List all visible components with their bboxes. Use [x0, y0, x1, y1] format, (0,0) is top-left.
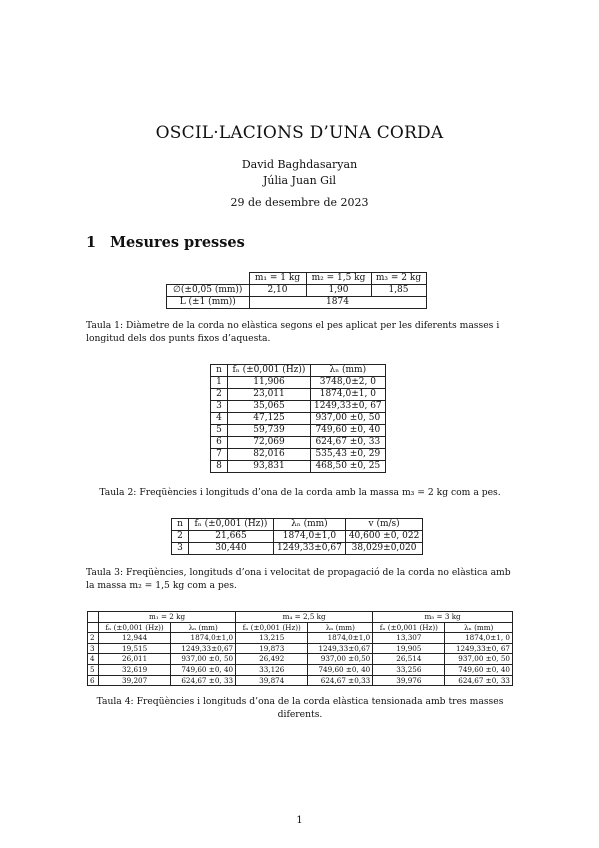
table-3-body	[172, 531, 423, 555]
table-header-row	[211, 365, 386, 377]
table-row	[88, 664, 513, 675]
table-cell: 1874,0±1,0	[308, 633, 373, 644]
table-header-cell: λₙ (mm)	[274, 519, 346, 531]
table-cell: 13,215	[236, 633, 308, 644]
table-cell: 93,831	[228, 461, 311, 473]
caption-table-2: Taula 2: Freqüències i longituds d’ona de la corda amb la massa m₃ = 2 kg com a pes.	[99, 487, 501, 498]
table-row	[211, 389, 386, 401]
table-cell: 624,67 ±0, 33	[311, 437, 386, 449]
table-cell: 13,307	[373, 633, 445, 644]
table-cell: 30,440	[189, 543, 274, 555]
section-number: 1	[86, 234, 97, 251]
table-4-body	[88, 633, 513, 686]
table-cell: 47,125	[228, 413, 311, 425]
table-cell: 3	[172, 543, 189, 555]
table-cell: 2,10	[249, 285, 306, 297]
table-cell: 23,011	[228, 389, 311, 401]
table-header-row	[167, 273, 427, 285]
table-cell: 535,43 ±0, 29	[311, 449, 386, 461]
table-cell: 40,600 ±0, 022	[345, 531, 423, 543]
table-header-cell: λₙ (mm)	[171, 622, 236, 633]
table-cell: 5	[88, 664, 99, 675]
table-cell: 82,016	[228, 449, 311, 461]
table-header-cell: fₙ (±0,001 (Hz))	[373, 622, 445, 633]
table-row	[172, 531, 423, 543]
table-group-cell: m₅ = 3 kg	[373, 612, 513, 623]
table-cell: 39,874	[236, 675, 308, 686]
table-header-cell: n	[211, 365, 228, 377]
table-row	[88, 654, 513, 665]
table-header-cell: m₂ = 1,5 kg	[306, 273, 371, 285]
table-cell: 21,665	[189, 531, 274, 543]
row-label: L (±1 (mm))	[167, 297, 250, 309]
table-cell: 1874	[249, 297, 426, 309]
table-cell: 5	[211, 425, 228, 437]
table-cell: 1	[211, 377, 228, 389]
table-cell: 3748,0±2, 0	[311, 377, 386, 389]
table-row	[211, 401, 386, 413]
table-cell: 937,00 ±0,50	[308, 654, 373, 665]
table-cell: 3	[211, 401, 228, 413]
table-cell: 26,514	[373, 654, 445, 665]
table-header-cell: fₙ (±0,001 (Hz))	[228, 365, 311, 377]
table-cell: 1874,0±1, 0	[311, 389, 386, 401]
table-cell: 26,011	[99, 654, 171, 665]
table-row	[211, 413, 386, 425]
table-row	[172, 543, 423, 555]
table-cell: 33,256	[373, 664, 445, 675]
table-cell: 468,50 ±0, 25	[311, 461, 386, 473]
table-cell: 1249,33±0, 67	[311, 401, 386, 413]
table-cell: 624,67 ±0, 33	[171, 675, 236, 686]
table-cell: 38,029±0,020	[345, 543, 423, 555]
table-cell: 749,60 ±0, 40	[308, 664, 373, 675]
table-cell: 11,906	[228, 377, 311, 389]
table-header-cell: n	[172, 519, 189, 531]
table-2	[210, 364, 386, 473]
table-2-body	[211, 377, 386, 473]
table-cell: 749,60 ±0, 40	[311, 425, 386, 437]
table-cell: 12,944	[99, 633, 171, 644]
table-cell: 937,00 ±0, 50	[445, 654, 513, 665]
table-cell: 2	[88, 633, 99, 644]
table-cell: 1249,33±0, 67	[445, 643, 513, 654]
table-cell: 6	[211, 437, 228, 449]
table-cell: 2	[211, 389, 228, 401]
table-cell: 1,85	[371, 285, 426, 297]
table-header-row	[172, 519, 423, 531]
caption-table-1: Taula 1: Diàmetre de la corda no elàstica segons el pes aplicat per les diferents masses i longitud dels dos punts fixos d’aquesta.	[86, 320, 500, 344]
table-cell: 72,069	[228, 437, 311, 449]
table-cell: 19,873	[236, 643, 308, 654]
table-header-cell: m₁ = 1 kg	[249, 273, 306, 285]
table-cell: 7	[211, 449, 228, 461]
table-cell: 4	[88, 654, 99, 665]
table-1	[166, 272, 427, 309]
table-row	[88, 643, 513, 654]
table-row	[211, 377, 386, 389]
table-row	[211, 437, 386, 449]
table-cell: 26,492	[236, 654, 308, 665]
table-row	[88, 675, 513, 686]
table-group-cell: m₄ = 2,5 kg	[236, 612, 373, 623]
table-row	[167, 297, 427, 309]
table-cell: 8	[211, 461, 228, 473]
table-cell: 937,00 ±0, 50	[171, 654, 236, 665]
table-cell: 39,976	[373, 675, 445, 686]
table-cell: 33,126	[236, 664, 308, 675]
date: 29 de desembre de 2023	[230, 196, 369, 209]
caption-table-4: Taula 4: Freqüències i longituds d’ona de la corda elàstica tensionada amb tres masses diferents.	[96, 696, 504, 720]
table-header-cell: λₙ (mm)	[445, 622, 513, 633]
section-heading	[86, 234, 245, 251]
table-cell: 32,619	[99, 664, 171, 675]
table-header-cell: fₙ (±0,001 (Hz))	[189, 519, 274, 531]
table-cell: 1874,0±1, 0	[445, 633, 513, 644]
table-row	[88, 633, 513, 644]
section-title: Mesures presses	[110, 234, 245, 251]
table-cell: 624,67 ±0,33	[308, 675, 373, 686]
table-group-row	[88, 612, 513, 623]
table-cell: 749,60 ±0, 40	[171, 664, 236, 675]
table-cell: 35,065	[228, 401, 311, 413]
table-row	[211, 449, 386, 461]
row-label: ∅(±0,05 (mm))	[167, 285, 250, 297]
table-cell: 937,00 ±0, 50	[311, 413, 386, 425]
table-header-row	[88, 622, 513, 633]
table-header-cell: fₙ (±0,001 (Hz))	[99, 622, 171, 633]
table-cell: 1874,0±1,0	[171, 633, 236, 644]
table-cell: 1874,0±1,0	[274, 531, 346, 543]
table-cell: 4	[211, 413, 228, 425]
table-cell: 59,739	[228, 425, 311, 437]
table-cell: 624,67 ±0, 33	[445, 675, 513, 686]
table-header-cell: fₙ (±0,001 (Hz))	[236, 622, 308, 633]
author-1: David Baghdasaryan	[241, 158, 358, 171]
table-row	[211, 425, 386, 437]
table-header-cell: λₙ (mm)	[308, 622, 373, 633]
table-cell: 3	[88, 643, 99, 654]
table-cell: 749,60 ±0, 40	[445, 664, 513, 675]
page-number: 1	[296, 815, 303, 826]
table-cell: 1249,33±0,67	[274, 543, 346, 555]
table-4	[87, 611, 513, 686]
table-cell: 1,90	[306, 285, 371, 297]
table-header-cell: λₙ (mm)	[311, 365, 386, 377]
author-2: Júlia Juan Gil	[262, 174, 337, 187]
table-cell: 1249,33±0,67	[308, 643, 373, 654]
table-cell: 39,207	[99, 675, 171, 686]
table-cell: 2	[172, 531, 189, 543]
caption-table-3: Taula 3: Freqüències, longituds d’ona i velocitat de propagació de la corda no elàstica amb la massa m₂ = 1,5 kg com a pes.	[86, 567, 511, 591]
table-cell: 1249,33±0,67	[171, 643, 236, 654]
table-cell: 19,905	[373, 643, 445, 654]
table-header-cell: m₃ = 2 kg	[371, 273, 426, 285]
table-row	[167, 285, 427, 297]
table-row	[211, 461, 386, 473]
table-header-cell: v (m/s)	[345, 519, 423, 531]
table-cell: 6	[88, 675, 99, 686]
table-cell: 19,515	[99, 643, 171, 654]
page-title: OSCIL·LACIONS D’UNA CORDA	[155, 123, 444, 143]
table-group-cell: m₁ = 2 kg	[99, 612, 236, 623]
table-3	[171, 518, 423, 555]
